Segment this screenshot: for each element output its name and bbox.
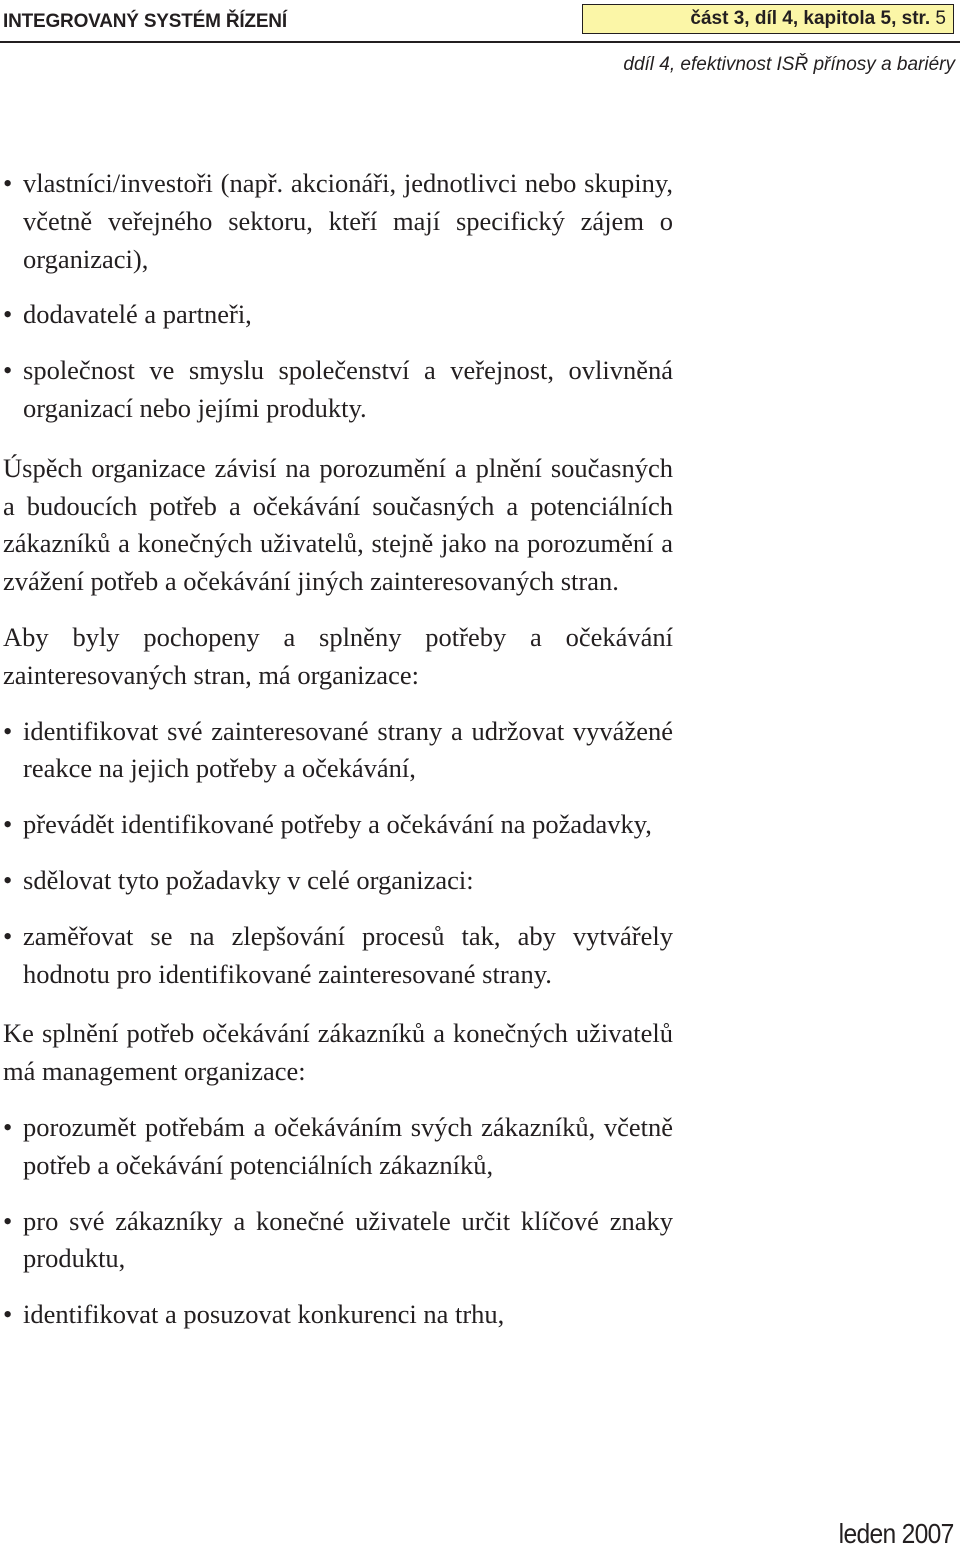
organization-duties-list: [3, 713, 673, 994]
list-item: • společnost ve smyslu společenství a veřejnost, ovlivněná organizací nebo jejími produkty.: [3, 352, 673, 428]
list-item: • sdělovat tyto požadavky v celé organizaci:: [3, 862, 673, 900]
chapter-reference: [690, 5, 946, 33]
list-item: • zaměřovat se na zlepšování procesů tak, aby vytvářely hodnotu pro identifikované zainteresované strany.: [3, 918, 673, 994]
chapter-reference-label: část 3, díl 4, kapitola 5, str.: [690, 8, 931, 29]
chapter-reference-box: [582, 4, 954, 34]
list-item: • dodavatelé a partneři,: [3, 296, 673, 334]
management-duties-list: [3, 1109, 673, 1334]
list-item: • identifikovat a posuzovat konkurenci na trhu,: [3, 1296, 673, 1334]
list-item: • porozumět potřebám a očekáváním svých zákazníků, včetně potřeb a očekávání potenciálních zákazníků,: [3, 1109, 673, 1185]
paragraph: Aby byly pochopeny a splněny potřeby a očekávání zainteresovaných stran, má organizace:: [3, 621, 673, 690]
list-item: • vlastníci/investoři (např. akcionáři, jednotlivci nebo skupiny, včetně veřejného sektoru, kteří mají specifický zájem o organizaci),: [3, 165, 673, 278]
list-item: • převádět identifikované potřeby a očekávání na požadavky,: [3, 806, 673, 844]
header-divider: [0, 41, 960, 43]
paragraph: Ke splnění potřeb očekávání zákazníků a konečných uživatelů má management organizace:: [3, 1018, 673, 1087]
document-header-title: INTEGROVANÝ SYSTÉM ŘÍZENÍ: [3, 11, 287, 32]
list-item: • pro své zákazníky a konečné uživatele určit klíčové znaky produktu,: [3, 1203, 673, 1279]
section-reference: ddíl 4, efektivnost ISŘ přínosy a bariéry: [623, 54, 955, 75]
paragraph: Úspěch organizace závisí na porozumění a plnění současných a budoucích potřeb a očekávání současných a potenciálních zákazníků a konečných uživatelů, stejně jako na porozumění a zvážení potřeb a očekávání jiných zainteresovaných stran.: [3, 452, 673, 597]
footer-date: leden 2007: [839, 1518, 954, 1549]
stakeholder-list: [3, 165, 673, 428]
page-body: [3, 165, 673, 1334]
list-item: • identifikovat své zainteresované strany a udržovat vyvážené reakce na jejich potřeby a očekávání,: [3, 713, 673, 789]
page-number: 5: [935, 8, 946, 29]
